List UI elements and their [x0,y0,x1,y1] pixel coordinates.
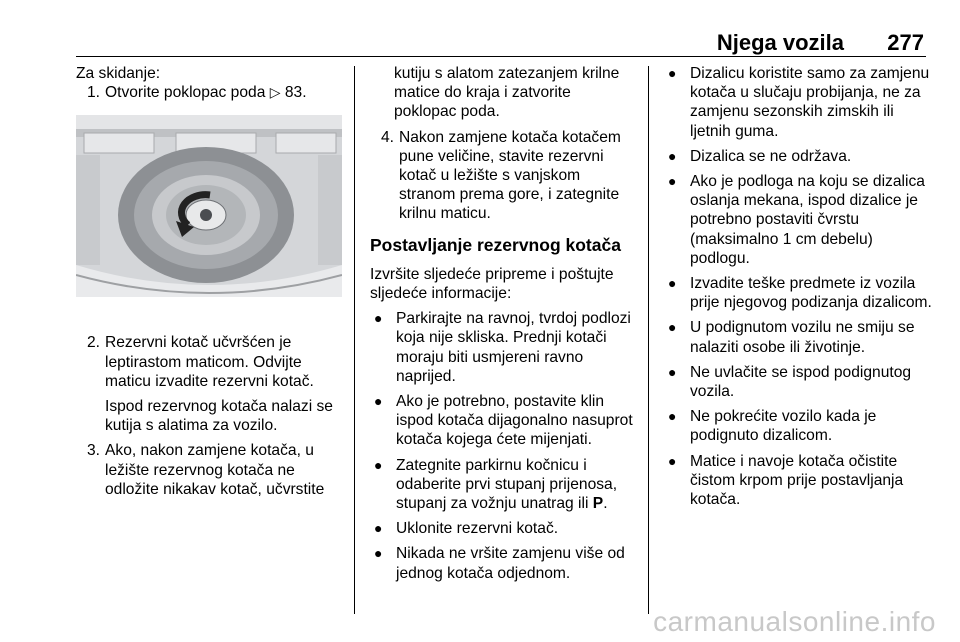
watermark: carmanualsonline.info [653,606,936,637]
bullet-icon: ● [374,545,383,562]
bullet-item [370,309,636,386]
bullet-item [370,392,636,450]
step-1 [76,83,342,103]
step-body [105,83,342,103]
bullet-text: Nikada ne vršite zamjenu više od jednog kotača odjednom. [396,545,625,582]
bullet-text: U podignutom vozilu ne smiju se nalaziti osobe ili životinje. [690,319,915,356]
arrow-ref-icon: ▷ [269,85,281,102]
spare-wheel-illustration [76,115,342,297]
bullet-text [396,456,636,514]
bullet-item [664,452,932,510]
step-4-text: Nakon zamjene kotača kotačem pune veličine, stavite rezervni kotač u ležište s vanjskom stranom prema gore, i zategnite krilnu maticu. [399,128,621,223]
bullet-item [664,363,932,401]
column-3 [664,64,932,515]
step-number: 4. [380,128,394,146]
spare-wheel-figure [76,115,342,297]
bullet-item [370,456,636,514]
bullet-item [664,407,932,445]
step-3-text: Ako, nakon zamjene kotača, u ležište rezervnog kotača ne odložite nikakav kotač, učvrstite [105,442,325,498]
step-body [105,441,342,499]
bullet-text: Ne pokrećite vozilo kada je podignuto dizalicom. [690,408,877,445]
step-4 [370,128,636,224]
bullet-text: Ne uvlačite se ispod podignutog vozila. [690,363,912,401]
bullet-text: Parkirajte na ravnoj, tvrdoj podlozi koja nije skliska. Prednji kotači moraju biti usmjereni ravno naprijed. [396,310,631,385]
page-header-title: Njega vozila [716,30,844,55]
bullet-text: Izvadite teške predmete iz vozila prije njegovog podizanja dizalicom. [690,275,932,312]
bullet-icon: ● [668,408,677,425]
step-3 [76,441,342,499]
page-reference-link[interactable]: 83. [284,84,307,102]
bullet-item [370,519,636,538]
step-2 [76,333,342,435]
gear-park-label: P [592,495,604,513]
step-2-note: Ispod rezervnog kotača nalazi se kutija s alatima za vozilo. [105,398,333,435]
header-rule [76,56,926,57]
bullet-item [664,64,932,141]
bullet-text-end: . [603,495,608,513]
removal-intro: Za skidanje: [76,65,161,82]
bullet-text: Ako je podloga na koju se dizalica oslanja mekana, ispod dizalice je potrebno postaviti čvrstu (maksimalno 1 cm debelu) podlogu. [690,173,925,267]
bullet-icon: ● [668,275,677,292]
bullet-icon: ● [374,456,383,473]
section-intro: Izvršite sljedeće pripreme i poštujte sljedeće informacije: [370,265,614,303]
bullet-text: Dizalica se ne održava. [690,147,852,165]
bullet-text: Dizalicu koristite samo za zamjenu kotača u slučaju probijanja, ne za zamjenu sezonskih zimskih ili ljetnih guma. [690,65,930,140]
step-3-continuation: kutiju s alatom zatezanjem krilne matice do kraja i zatvorite poklopac poda. [394,65,620,121]
section-heading: Postavljanje rezervnog kotača [370,234,621,255]
bullet-item [664,172,932,268]
bullet-icon: ● [374,310,383,327]
bullet-item [664,147,932,166]
bullet-icon: ● [668,319,677,336]
column-divider-right [648,66,649,614]
bullet-item [664,274,932,312]
page-number: 277 [887,30,924,55]
bullet-text: Matice i navoje kotača očistite čistom krpom prije postavljanja kotača. [690,452,904,509]
bullet-item [664,318,932,356]
step-1-text: Otvorite poklopac poda [105,84,266,102]
column-divider-left [354,66,355,614]
step-number: 2. [86,334,100,352]
bullet-icon: ● [374,393,383,410]
bullet-icon: ● [668,173,677,190]
bullet-icon: ● [668,452,677,469]
bullet-icon: ● [668,363,677,380]
step-number: 3. [86,442,100,460]
step-body [105,333,342,435]
bullet-icon: ● [374,520,383,537]
bullet-text-main: Zategnite parkirnu kočnicu i odaberite prvi stupanj prijenosa, stupanj za vožnju unatrag ili [396,456,618,513]
step-2-text: Rezervni kotač učvršćen je leptirastom maticom. Odvijte maticu izvadite rezervni kotač. [105,334,314,390]
column-1 [76,64,342,505]
step-number: 1. [86,84,100,102]
bullet-icon: ● [668,147,677,164]
step-body [399,128,636,224]
column-2 [370,64,636,589]
bullet-text: Uklonite rezervni kotač. [396,520,559,538]
bullet-icon: ● [668,65,677,81]
bullet-item [370,544,636,582]
bullet-text: Ako je potrebno, postavite klin ispod kotača dijagonalno nasuprot kotača kojega ćete mijenjati. [396,393,633,449]
